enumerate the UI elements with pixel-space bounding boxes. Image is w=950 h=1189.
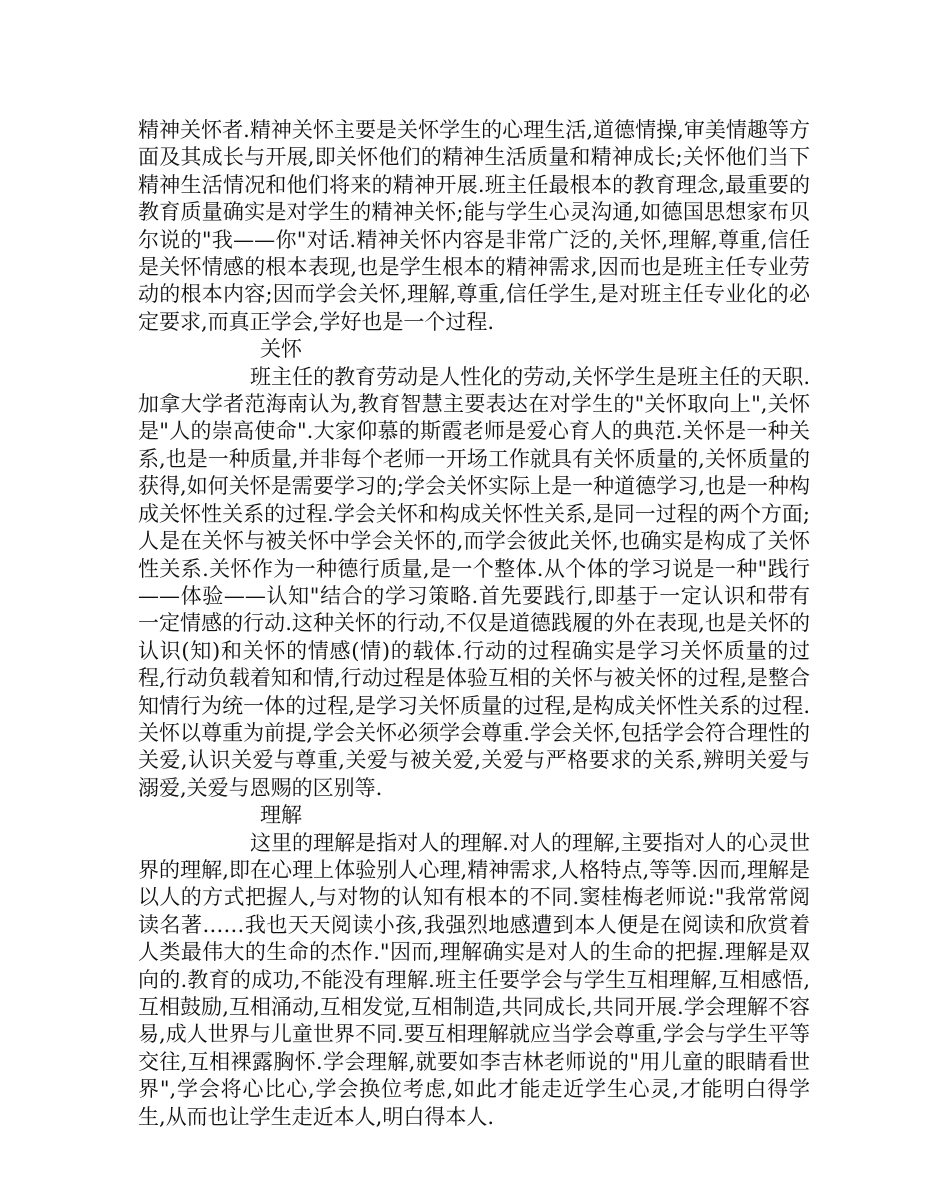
paragraph-intro: 精神关怀者.精神关怀主要是关怀学生的心理生活,道德情操,审美情趣等方面及其成长与开展,即关怀他们的精神生活质量和精神成长;关怀他们当下精神生活情况和他们将来的精神开展.班主任最根本的教育理念,最重要的教育质量确实是对学生的精神关怀;能与学生心灵沟通,如德国思想家布贝尔说的"我——你"对话.精神关怀内容是非常广泛的,关怀,理解,尊重,信任是关怀情感的根本表现,也是学生根本的精神需求,因而也是班主任专业劳动的根本内容;因而学会关怀,理解,尊重,信任学生,是对班主任专业化的必定要求,而真正学会,学好也是一个过程.	[138, 118, 810, 334]
document-body	[138, 117, 810, 1131]
section-heading-care: 关怀	[260, 337, 302, 362]
section-heading-understanding: 理解	[260, 803, 302, 828]
paragraph-understanding: 这里的理解是指对人的理解.对人的理解,主要指对人的心灵世界的理解,即在心理上体验别人心理,精神需求,人格特点,等等.因而,理解是以人的方式把握人,与对物的认知有根本的不同.窦桂梅老师说:"我常常阅读名著……我也天天阅读小孩,我强烈地感遭到本人便是在阅读和欣赏着人类最伟大的生命的杰作."因而,理解确实是对人的生命的把握.理解是双向的.教育的成功,不能没有理解.班主任要学会与学生互相理解,互相感悟,互相鼓励,互相涌动,互相发觉,互相制造,共同成长,共同开展.学会理解不容易,成人世界与儿童世界不同.要互相理解就应当学会尊重,学会与学生平等交往,互相裸露胸怀.学会理解,就要如李吉林老师说的"用儿童的眼睛看世界",学会将心比心,学会换位考虑,如此才能走近学生心灵,才能明白得学生,从而也让学生走近本人,明白得本人.	[138, 830, 810, 1129]
paragraph-care: 班主任的教育劳动是人性化的劳动,关怀学生是班主任的天职.加拿大学者范海南认为,教育智慧主要表达在对学生的"关怀取向上",关怀是"人的崇高使命".大家仰慕的斯霞老师是爱心育人的典范.关怀是一种关系,也是一种质量,并非每个老师一开场工作就具有关怀质量的,关怀质量的获得,如何关怀是需要学习的;学会关怀实际上是一种道德学习,也是一种构成关怀性关系的过程.学会关怀和构成关怀性关系,是同一过程的两个方面;人是在关怀与被关怀中学会关怀的,而学会彼此关怀,也确实是构成了关怀性关系.关怀作为一种德行质量,是一个整体.从个体的学习说是一种"践行——体验——认知"结合的学习策略.首先要践行,即基于一定认识和带有一定情感的行动.这种关怀的行动,不仅是道德践履的外在表现,也是关怀的认识(知)和关怀的情感(情)的载体.行动的过程确实是学习关怀质量的过程,行动负载着知和情,行动过程是体验互相的关怀与被关怀的过程,是整合知情行为统一体的过程,是学习关怀质量的过程,是构成关怀性关系的过程.关怀以尊重为前提,学会关怀必须学会尊重.学会关怀,包括学会符合理性的关爱,认识关爱与尊重,关爱与被关爱,关爱与严格要求的关系,辨明关爱与溺爱,关爱与恩赐的区别等.	[138, 364, 810, 800]
